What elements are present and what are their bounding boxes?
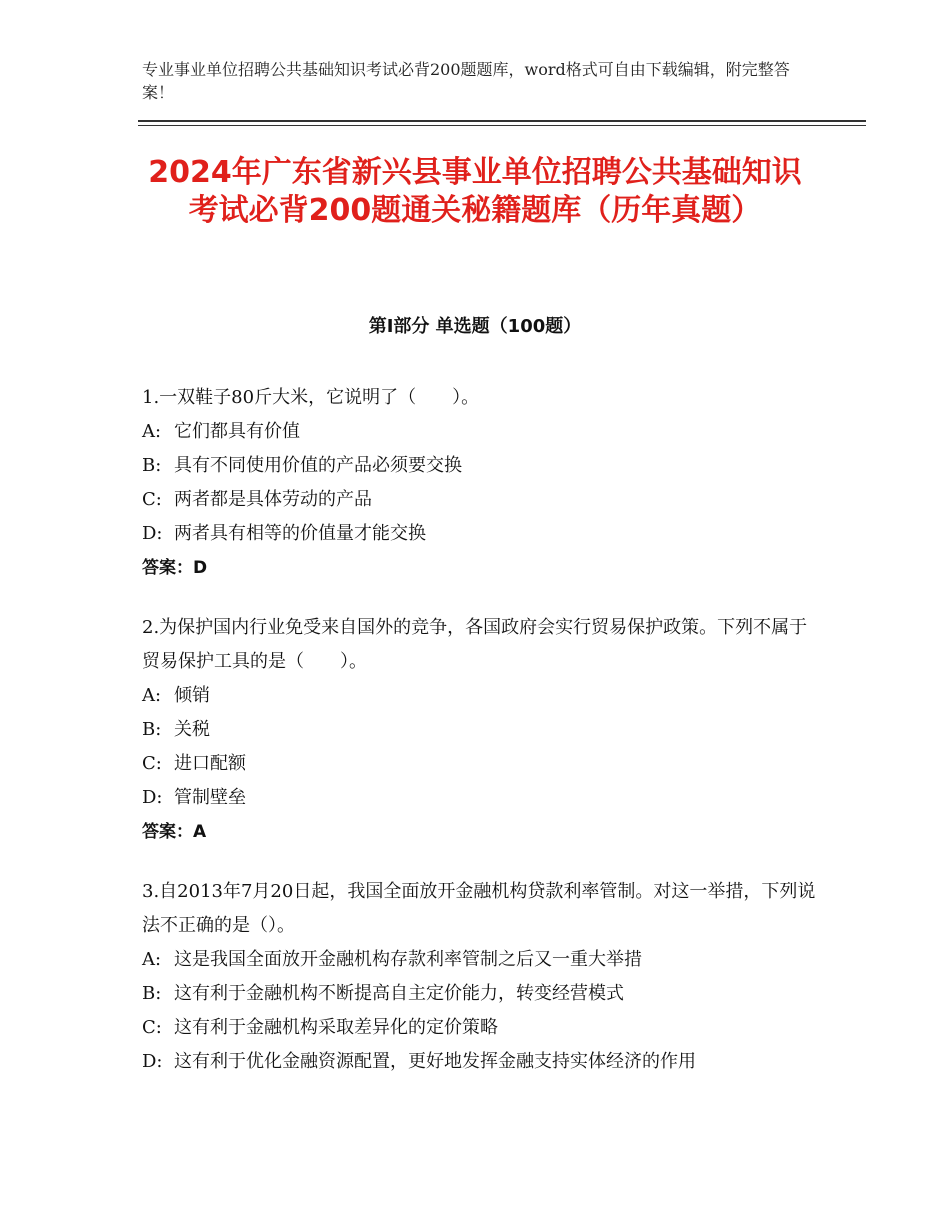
option-text: 关税 (174, 719, 210, 740)
option-letter: C: (142, 1017, 162, 1038)
header-note: 专业事业单位招聘公共基础知识考试必背200题题库，word格式可自由下载编辑，附完整答案！ (142, 60, 790, 102)
question-2 (142, 611, 822, 849)
option-d (142, 1045, 822, 1079)
option-letter: B: (142, 719, 162, 740)
option-d (142, 781, 822, 815)
option-text: 进口配额 (174, 753, 246, 774)
option-letter: A: (142, 421, 162, 442)
option-text: 这有利于金融机构不断提高自主定价能力，转变经营模式 (174, 983, 624, 1004)
option-letter: A: (142, 949, 162, 970)
option-a (142, 679, 822, 713)
option-c (142, 483, 822, 517)
question-stem: 1.一双鞋子80斤大米，它说明了（ ）。 (142, 387, 480, 408)
option-text: 两者都是具体劳动的产品 (174, 489, 372, 510)
answer: 答案：A (142, 822, 207, 842)
answer: 答案：D (142, 558, 208, 578)
question-1 (142, 381, 822, 585)
header-divider-thin (138, 125, 866, 126)
option-text: 具有不同使用价值的产品必须要交换 (174, 455, 462, 476)
option-a (142, 415, 822, 449)
header-divider-thick (138, 120, 866, 122)
option-letter: C: (142, 753, 162, 774)
option-b (142, 713, 822, 747)
option-letter: D: (142, 523, 163, 544)
option-b (142, 449, 822, 483)
question-stem: 3.自2013年7月20日起，我国全面放开金融机构贷款利率管制。对这一举措，下列说法不正确的是（）。 (142, 881, 816, 936)
option-text: 两者具有相等的价值量才能交换 (174, 523, 426, 544)
option-letter: B: (142, 455, 162, 476)
option-letter: D: (142, 787, 163, 808)
option-letter: A: (142, 685, 162, 706)
option-text: 这有利于金融机构采取差异化的定价策略 (174, 1017, 498, 1038)
option-letter: B: (142, 983, 162, 1004)
question-list (142, 381, 822, 1105)
option-text: 这有利于优化金融资源配置，更好地发挥金融支持实体经济的作用 (174, 1051, 696, 1072)
option-text: 它们都具有价值 (174, 421, 300, 442)
option-c (142, 1011, 822, 1045)
question-stem: 2.为保护国内行业免受来自国外的竞争，各国政府会实行贸易保护政策。下列不属于贸易保护工具的是（ ）。 (142, 617, 808, 672)
option-a (142, 943, 822, 977)
section-heading: 第Ⅰ部分 单选题（100题） (368, 316, 582, 337)
option-letter: D: (142, 1051, 163, 1072)
option-letter: C: (142, 489, 162, 510)
option-c (142, 747, 822, 781)
option-d (142, 517, 822, 551)
document-title: 2024年广东省新兴县事业单位招聘公共基础知识考试必背200题通关秘籍题库（历年真题） (148, 155, 802, 228)
option-text: 倾销 (174, 685, 210, 706)
question-3 (142, 875, 822, 1079)
option-b (142, 977, 822, 1011)
option-text: 管制壁垒 (174, 787, 246, 808)
option-text: 这是我国全面放开金融机构存款利率管制之后又一重大举措 (174, 949, 642, 970)
